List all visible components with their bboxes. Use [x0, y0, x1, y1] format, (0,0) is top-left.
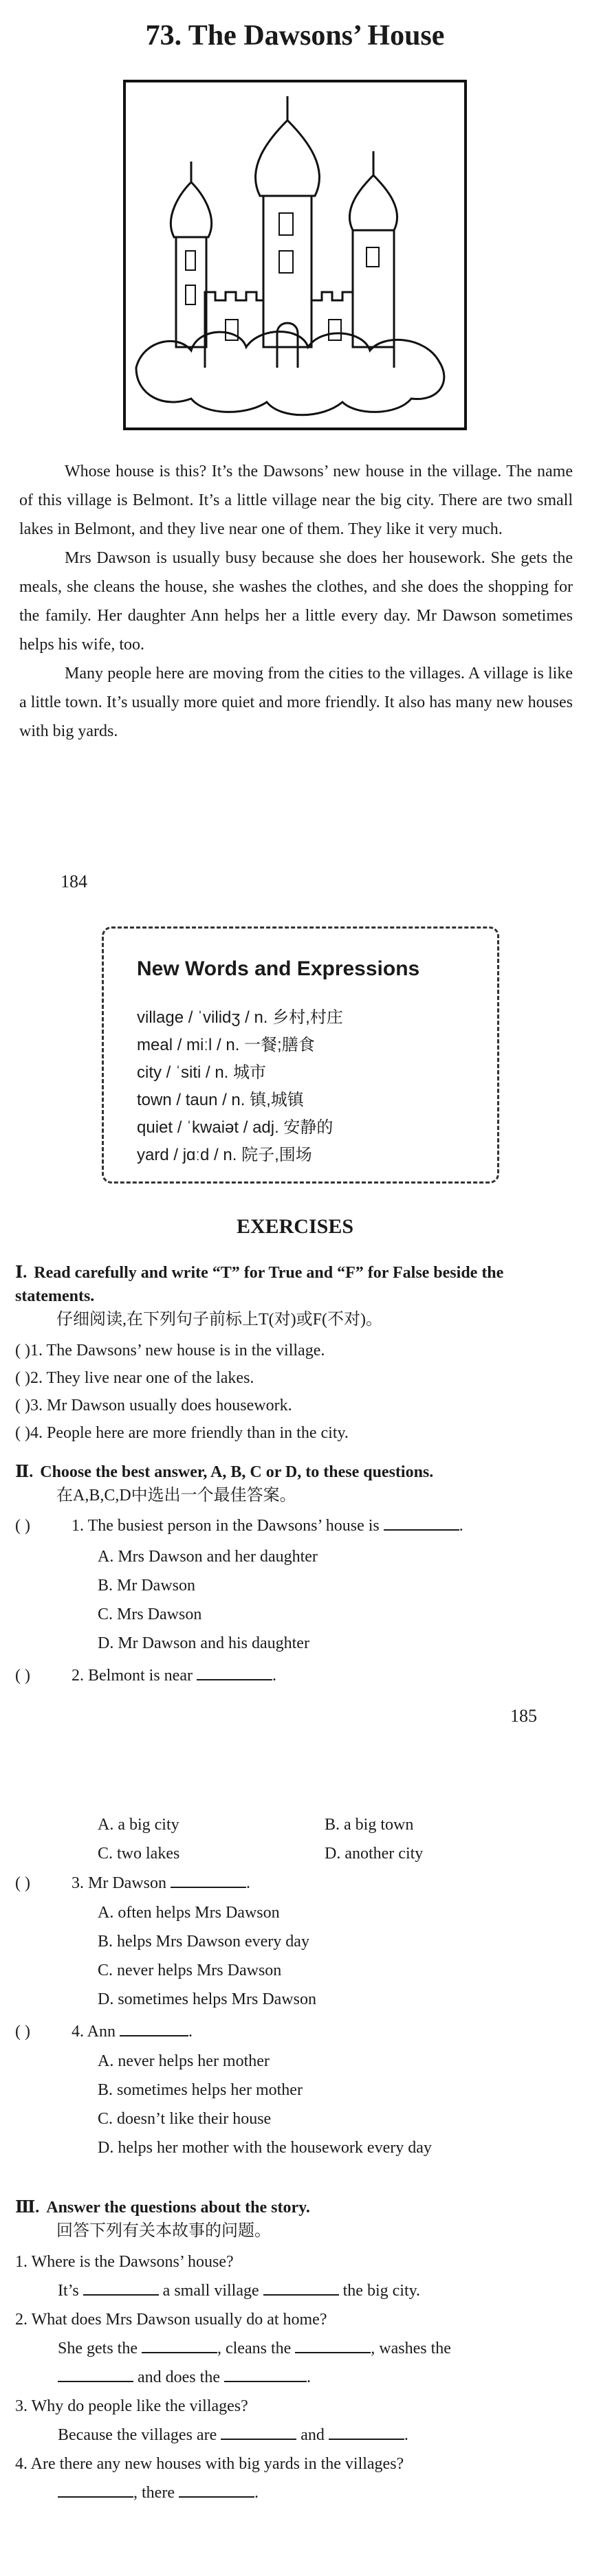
- vocab-list: [137, 1004, 343, 1169]
- answer-paren: ( ): [15, 1517, 30, 1535]
- story-text: [19, 457, 573, 746]
- answer-blank[interactable]: [142, 2337, 217, 2353]
- page-title: 73. The Dawsons’ House: [145, 20, 445, 52]
- mc-option: B. a big town: [325, 1816, 414, 1834]
- answer-blank[interactable]: [58, 2366, 133, 2382]
- section-instruction: Answer the questions about the story.: [46, 2199, 310, 2217]
- answer-blank[interactable]: [197, 1664, 272, 1680]
- house-illustration: [122, 79, 468, 431]
- question-end: .: [188, 2023, 193, 2041]
- answer-blank[interactable]: [171, 1872, 246, 1888]
- mc-option: A. never helps her mother: [98, 2052, 270, 2070]
- question-text: 2. Belmont is near: [72, 1667, 193, 1685]
- answer-line: Because the villages are and .: [15, 2421, 576, 2450]
- question-text: 4. Ann: [72, 2023, 116, 2041]
- section2-heading: [15, 1461, 576, 1507]
- open-question: 1. Where is the Dawsons’ house?: [15, 2253, 234, 2271]
- mc-options: [98, 1810, 545, 1868]
- tf-item: ( )3. Mr Dawson usually does housework.: [15, 1397, 292, 1414]
- vocab-item: quiet / ˈkwaiət / adj. 安静的: [137, 1118, 334, 1137]
- section-instruction: Choose the best answer, A, B, C or D, to these questions.: [40, 1463, 434, 1481]
- mc-option: A. Mrs Dawson and her daughter: [98, 1548, 318, 1566]
- answer-blank[interactable]: [295, 2337, 371, 2353]
- mc-option: D. helps her mother with the housework every day: [98, 2139, 432, 2157]
- answer-blank[interactable]: [329, 2423, 404, 2440]
- mc-option: B. helps Mrs Dawson every day: [98, 1933, 309, 1951]
- answer-paren: ( ): [15, 1874, 30, 1892]
- vocab-box: [102, 926, 499, 1184]
- section-instruction-cn: 回答下列有关本故事的问题。: [56, 2222, 271, 2240]
- section-number: Ⅰ.: [15, 1264, 28, 1282]
- question-end: .: [246, 1874, 250, 1892]
- open-question: 3. Why do people like the villages?: [15, 2397, 248, 2415]
- vocab-item: city / ˈsiti / n. 城市: [137, 1063, 267, 1082]
- answer-blank[interactable]: [221, 2423, 296, 2440]
- answer-blank[interactable]: [120, 2020, 188, 2036]
- section1-heading: [15, 1261, 576, 1331]
- mc-options: [98, 1898, 316, 2014]
- mc-option: C. doesn’t like their house: [98, 2110, 272, 2128]
- tf-item: ( )4. People here are more friendly than in the city.: [15, 1424, 349, 1442]
- tf-item: ( )1. The Dawsons’ new house is in the village.: [15, 1342, 325, 1359]
- section-instruction-cn: 在A,B,C,D中选出一个最佳答案。: [56, 1487, 296, 1504]
- answer-blank[interactable]: [83, 2279, 159, 2296]
- mc-option: A. a big city: [98, 1816, 179, 1834]
- mc-option: D. another city: [325, 1845, 424, 1863]
- mc-option: C. Mrs Dawson: [98, 1606, 202, 1623]
- mc-option: B. Mr Dawson: [98, 1577, 195, 1595]
- mc-option: B. sometimes helps her mother: [98, 2081, 303, 2099]
- answer-paren: ( ): [15, 2023, 30, 2041]
- answer-line: It’s a small village the big city.: [15, 2276, 576, 2305]
- story-paragraph: Many people here are moving from the cities to the villages. A village is like a little town. It’s usually more quiet and more friendly. It also has many new houses with big yards.: [19, 665, 573, 740]
- question-text: 1. The busiest person in the Dawsons’ house is: [72, 1517, 380, 1535]
- section3-heading: [15, 2196, 576, 2243]
- open-question: 4. Are there any new houses with big yards in the villages?: [15, 2455, 404, 2473]
- answer-blank[interactable]: [58, 2481, 133, 2498]
- vocab-item: town / taun / n. 镇,城镇: [137, 1091, 304, 1109]
- answer-blank[interactable]: [263, 2279, 339, 2296]
- section-instruction: Read carefully and write “T” for True and “F” for False beside the statements.: [15, 1264, 504, 1305]
- exercises-title: EXERCISES: [236, 1215, 354, 1238]
- tf-item: ( )2. They live near one of the lakes.: [15, 1369, 254, 1387]
- answer-blank[interactable]: [384, 1514, 459, 1531]
- question-end: .: [272, 1667, 276, 1685]
- answer-line: She gets the , cleans the , washes the: [15, 2334, 576, 2363]
- mc-option: A. often helps Mrs Dawson: [98, 1904, 280, 1922]
- open-question: 2. What does Mrs Dawson usually do at home?: [15, 2311, 327, 2329]
- answer-line: and does the .: [15, 2363, 576, 2392]
- mc-options: [98, 1542, 318, 1658]
- mc-question: [15, 2018, 193, 2045]
- answer-blank[interactable]: [224, 2366, 307, 2382]
- mc-option: D. Mr Dawson and his daughter: [98, 1634, 309, 1652]
- story-paragraph: Whose house is this? It’s the Dawsons’ new house in the village. The name of this village is Belmont. It’s a little village near the big city. There are two small lakes in Belmont, and they live near one of them. They like it very much.: [19, 463, 573, 538]
- question-end: .: [459, 1517, 463, 1535]
- mc-question: [15, 1512, 463, 1540]
- answer-paren: ( ): [15, 1667, 30, 1685]
- vocab-item: village / ˈvilidʒ / n. 乡村,村庄: [137, 1008, 343, 1027]
- answer-line: , there .: [15, 2478, 576, 2507]
- mc-option: C. never helps Mrs Dawson: [98, 1962, 282, 1979]
- page-number: 185: [510, 1706, 537, 1726]
- section-number: Ⅱ.: [15, 1463, 34, 1481]
- story-paragraph: Mrs Dawson is usually busy because she does her housework. She gets the meals, she cleans the house, she washes the clothes, and she does the shopping for the family. Her daughter Ann helps her a little every day. Mr Dawson sometimes helps his wife, too.: [19, 549, 573, 654]
- section-instruction-cn: 仔细阅读,在下列句子前标上T(对)或F(不对)。: [56, 1311, 382, 1329]
- mc-question: [15, 1869, 250, 1897]
- vocab-item: yard / jɑːd / n. 院子,围场: [137, 1146, 312, 1164]
- mc-options: [98, 2047, 432, 2162]
- mc-question: [15, 1662, 276, 1689]
- vocab-item: meal / miːl / n. 一餐;膳食: [137, 1036, 315, 1054]
- page-number: 184: [61, 871, 87, 891]
- mc-option: D. sometimes helps Mrs Dawson: [98, 1990, 316, 2008]
- vocab-title: New Words and Expressions: [137, 957, 420, 980]
- question-text: 3. Mr Dawson: [72, 1874, 166, 1892]
- mc-option: C. two lakes: [98, 1845, 180, 1863]
- answer-blank[interactable]: [179, 2481, 254, 2498]
- section-number: Ⅲ.: [15, 2199, 40, 2217]
- section3-questions: [15, 2247, 576, 2507]
- section1-items: [15, 1337, 349, 1447]
